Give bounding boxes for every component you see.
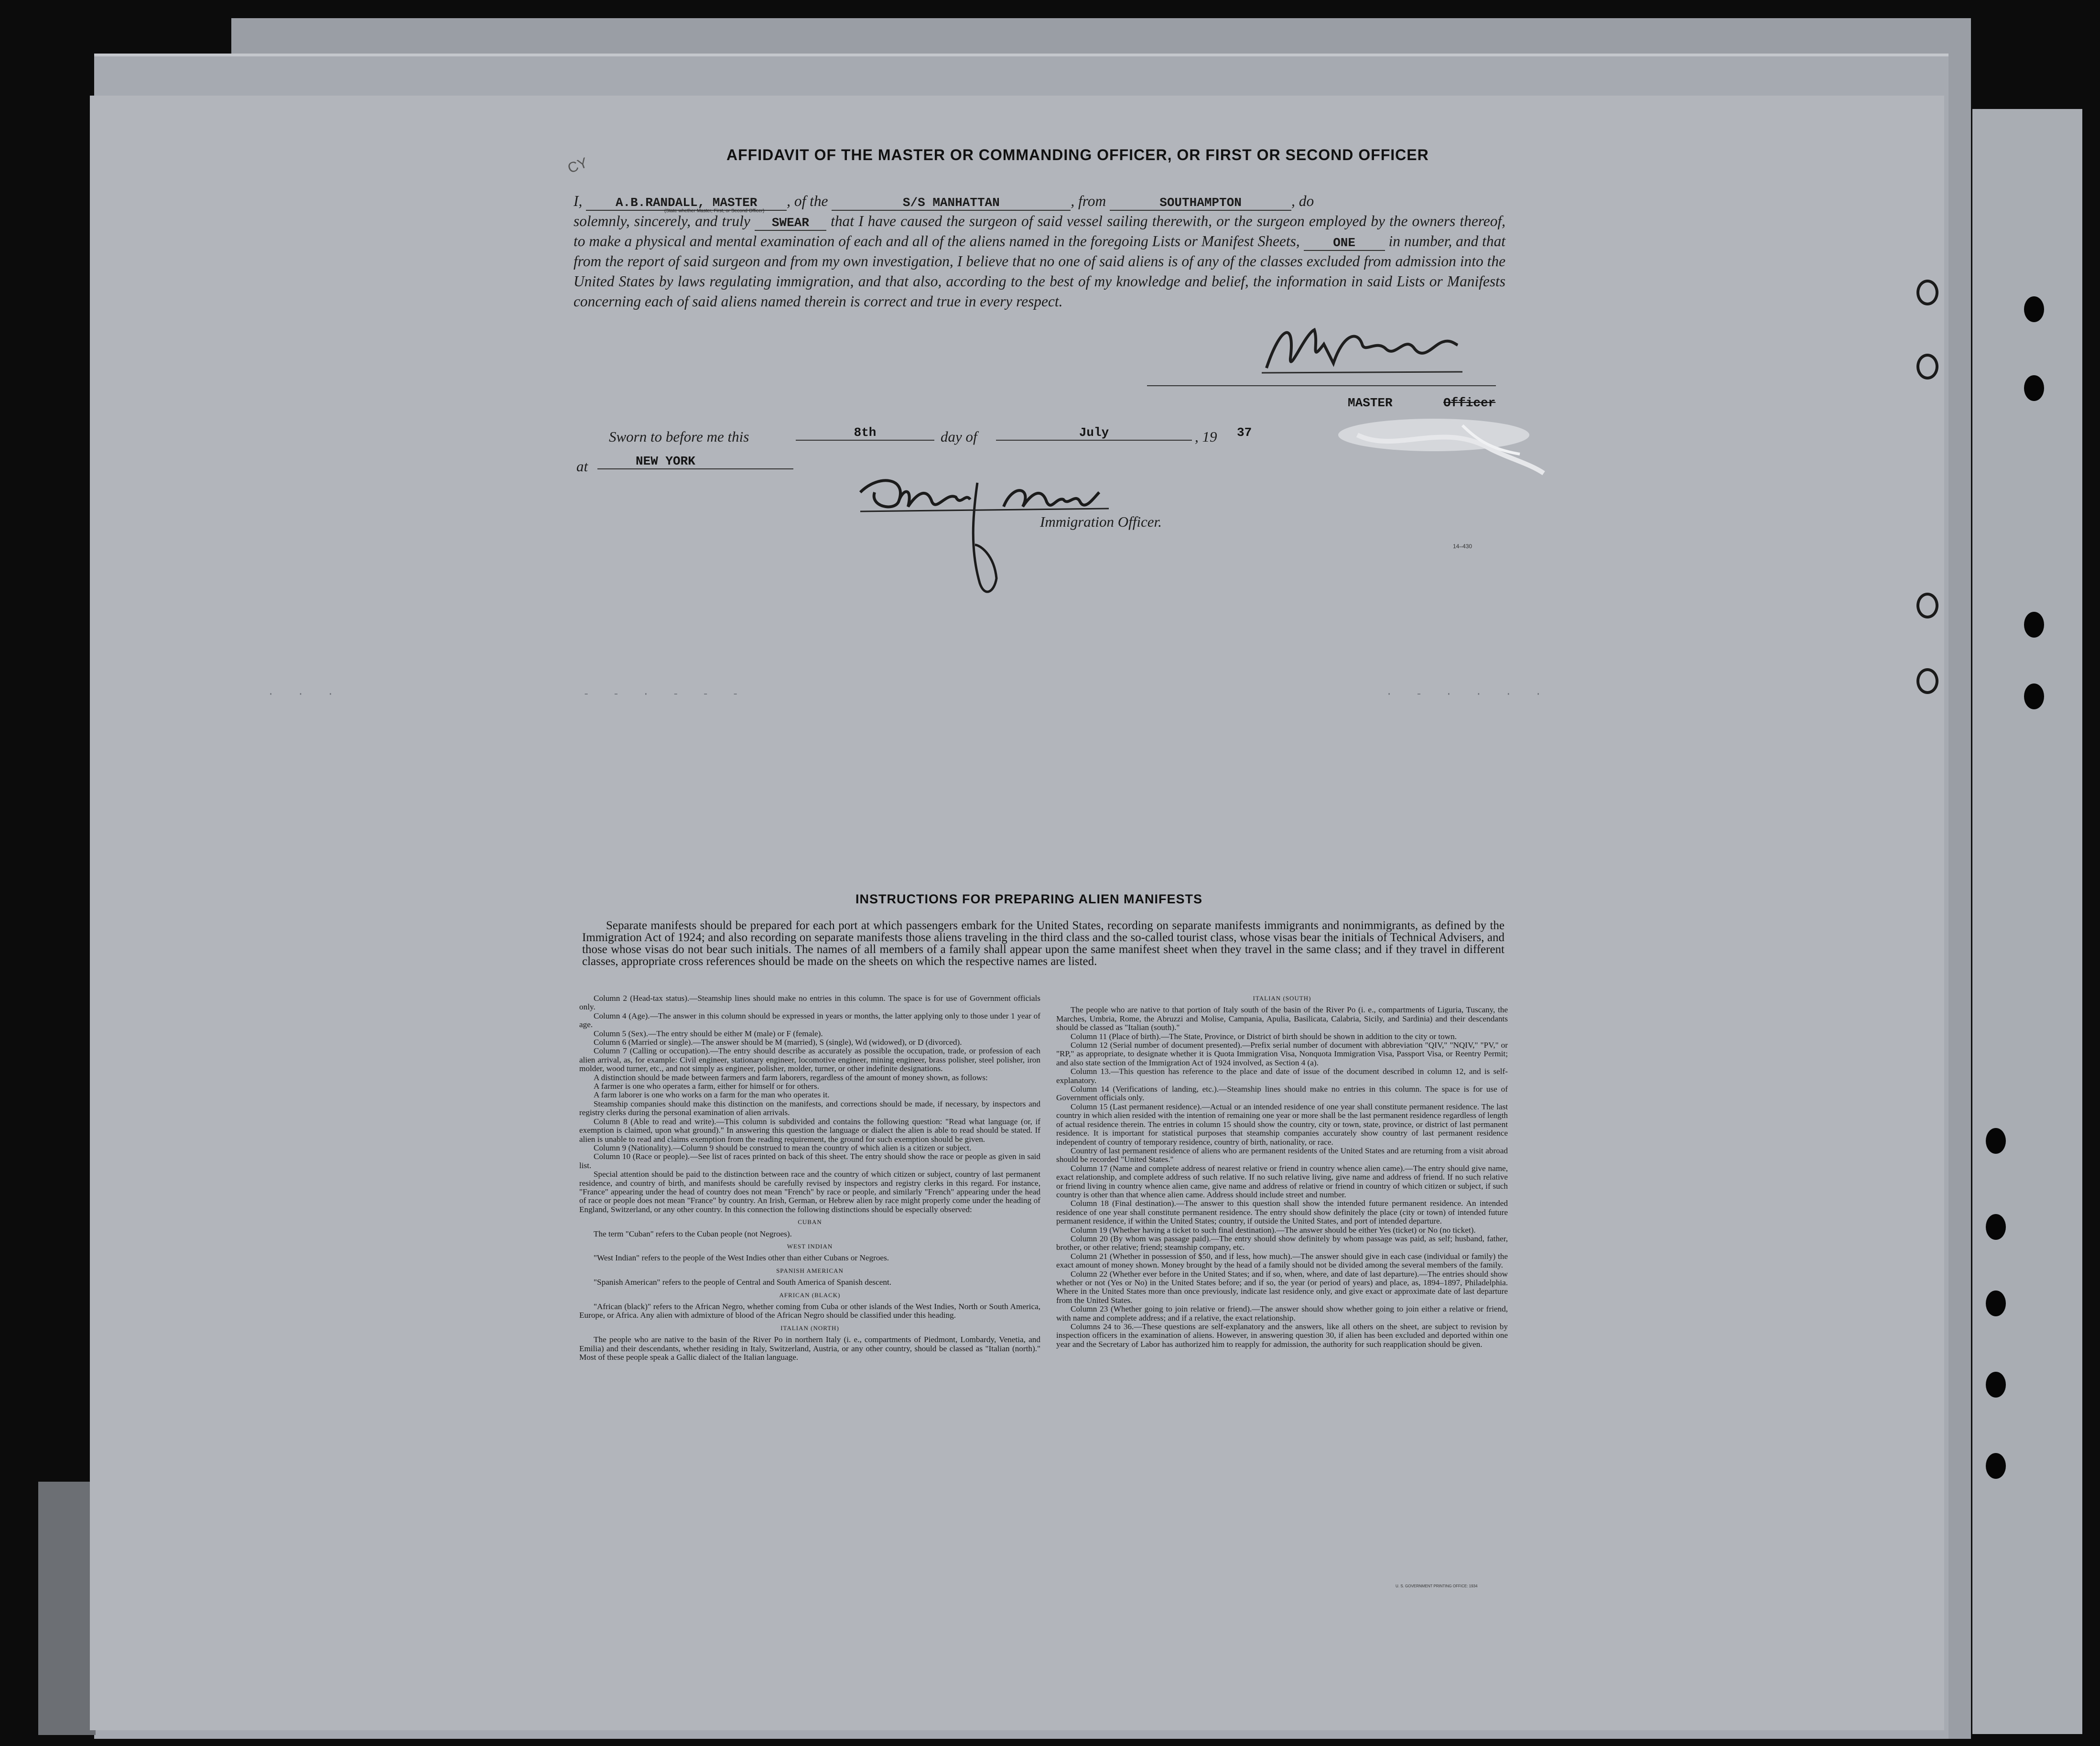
day-of-label: day of	[941, 428, 977, 445]
column-note: Column 12 (Serial number of document presented).—Prefix serial number of document with abbreviation "QIV," "NQIV," "PV," or "RP," as appropriate, to designate whether it is Quota Immigration Visa, Nonquota Immigration Visa, Passport Visa, or Reentry Permit; and also state section of the Immigration Act of 1924 involved, as Section 4 (a).	[1056, 1041, 1508, 1067]
struck-officer-word: Officer	[1443, 396, 1496, 410]
affidavit-body-2: in number, and that from the report of said surgeon and from my own investigation, I believe that no one of said aliens is of any of the classes excluded from admission into the United States by laws regulating immigration, and that also, according to the best of my knowledge and belief, the information in said Lists or Manifests concerning each of said aliens named therein is correct and true in every respect.	[574, 233, 1505, 310]
italian-north-heading: ITALIAN (NORTH)	[780, 1324, 839, 1332]
punch-hole	[1986, 1214, 2006, 1240]
cuban-text: The term "Cuban" refers to the Cuban people (not Negroes).	[594, 1229, 792, 1238]
sworn-month: July	[996, 425, 1192, 441]
word-i: I,	[574, 193, 583, 209]
cuban-heading: CUBAN	[798, 1218, 822, 1226]
instructions-intro: Separate manifests should be prepared for each port at which passengers embark for the United States, recording on separate manifests immigrants and nonimmigrants, as defined by the Immigration Act of 1924; and also recording on separate manifests those aliens traveling in the third class and the so-called tourist class, whose visas bear the initials of Technical Advisers, and those whose visas do not bear such initials. The names of all members of a family shall appear upon the same manifest sheet when they travel in the same class; and if they travel in different classes, appropriate cross references should be made on the sheets on which the respective names are listed.	[582, 919, 1505, 968]
page-edge-shadow	[38, 1482, 96, 1735]
binding-strip	[1972, 109, 2082, 1734]
at-label: at	[576, 458, 588, 475]
instructions-left-column	[579, 994, 1040, 1362]
ink-seal-smear	[1319, 406, 1568, 485]
column-note: Column 13.—This question has reference to the place and date of issue of the document described in column 12, and is self-explanatory.	[1056, 1067, 1508, 1085]
form-number: 14–430	[1453, 543, 1472, 550]
column-note: A farm laborer is one who works on a farm for the man who operates it.	[594, 1090, 830, 1100]
sheet-count-field: ONE	[1304, 236, 1385, 251]
column-note: Column 11 (Place of birth).—The State, Province, or District of birth should be shown in addition to the city or town.	[1071, 1031, 1457, 1041]
bleed-through-marks: · - · · · ·	[1386, 688, 1550, 700]
column-note: Column 4 (Age).—The answer in this column should be expressed in years or months, the latter applying only to those under 1 year of age.	[579, 1011, 1040, 1030]
column-note: Column 18 (Final destination).—The answer to this question shall show the intended future permanent residence. An intended residence of one year shall constitute permanent residence. The entry should show definitely the place (city or town) of intended future permanent residence, if within the United States; country, if outside the United States, and port of intended departure.	[1056, 1199, 1508, 1226]
name-note: (State whether Master, First, or Second Officer)	[664, 208, 765, 214]
ship-name-field: S/S MANHATTAN	[832, 195, 1071, 211]
column-note: Column 10 (Race or people).—See list of races printed on back of this sheet. The entry should show the race or people as given in said list.	[579, 1152, 1040, 1170]
punch-hole	[1986, 1291, 2006, 1316]
column-note: Steamship companies should make this distinction on the manifests, and corrections should be made, if necessary, by inspectors and registry clerks during the personal examination of alien arrivals.	[579, 1099, 1040, 1117]
column-note: Column 19 (Whether having a ticket to such final destination).—The answer should be either Yes (ticket) or No (no ticket).	[1071, 1225, 1476, 1235]
printing-office-imprint: U. S. GOVERNMENT PRINTING OFFICE: 1934	[1396, 1584, 1478, 1588]
column-note: Column 8 (Able to read and write).—This column is subdivided and contains the following question: "Read what language (or, if exemption is claimed, upon what ground)." In answering this question the language or dialect the alien is able to read should be stated. If alien is unable to read and claims exemption from the reading requirement, the ground for such exemption should be given.	[579, 1117, 1040, 1144]
column-note: Column 9 (Nationality).—Column 9 should be construed to mean the country of which alien is a citizen or subject.	[594, 1143, 972, 1152]
sworn-place: NEW YORK	[597, 454, 793, 469]
italian-north-text: The people who are native to the basin of the River Po in northern Italy (i. e., compartments of Piedmont, Lombardy, Venetia, and Emilia) and their descendants, whether residing in Italy, Switzerland, Austria, or any other country, should be classed as "Italian (north)." Most of these people speak a Gallic dialect of the Italian language.	[579, 1335, 1040, 1362]
punch-hole-ring	[1916, 668, 1938, 694]
master-role: MASTER	[1348, 396, 1393, 410]
margin-mark: CY	[565, 154, 590, 177]
west-indian-text: "West Indian" refers to the people of the West Indies other than either Cubans or Negroes.	[594, 1253, 889, 1263]
signature-line	[1147, 385, 1496, 386]
affidavit-body-1: that I have caused the surgeon of said vessel sailing therewith, or the surgeon employed by the owners thereof, to make a physical and mental examination of each and all of the aliens named in the foregoing Lists or Manifest Sheets,	[574, 213, 1505, 249]
column-note: The people who are native to that portion of Italy south of the basin of the River Po (i. e., compartments of Liguria, Tuscany, the Marches, Umbria, Rome, the Abruzzi and Molise, Campania, Apulia, Basilicata, Calabria, Sicily, and Sardinia) and their descendants should be classed as "Italian (south)."	[1056, 1005, 1508, 1032]
year-prefix: , 19	[1195, 428, 1217, 445]
column-note: A distinction should be made between farmers and farm laborers, regardless of the amount of money shown, as follows:	[594, 1073, 988, 1082]
column-note: Column 20 (By whom was passage paid).—The entry should show definitely by whom passage was paid, as self; husband, father, brother, or other relative; friend; steamship company, etc.	[1056, 1234, 1508, 1252]
west-indian-heading: WEST INDIAN	[787, 1242, 833, 1250]
instructions-right-column	[1056, 994, 1508, 1349]
word-solemnly: solemnly, sincerely, and truly	[574, 213, 750, 229]
bleed-through-marks: - - · - - -	[583, 688, 747, 700]
punch-hole	[2024, 375, 2044, 401]
column-note: Column 15 (Last permanent residence).—Actual or an intended residence of one year shall constitute permanent residence. The last country in which alien resided with the intention of remaining one year or more shall be the last permanent residence regardless of length of actual residence therein. The entries in column 15 should show the country, city or town, state, province, or district of last permanent residence. It is important for statistical purposes that steamship companies accurately show country of last permanent residence independent of country of temporary residence, country of birth, nationality, or race.	[1056, 1102, 1508, 1147]
punch-hole	[2024, 612, 2044, 638]
african-heading: AFRICAN (BLACK)	[779, 1291, 841, 1299]
column-note: Column 21 (Whether in possession of $50, and if less, how much).—The answer should give in each case (individual or family) the exact amount of money shown. Money brought by the head of a family should not be divided among the several members of the family.	[1056, 1251, 1508, 1270]
column-note: Column 5 (Sex).—The entry should be either M (male) or F (female).	[594, 1029, 823, 1038]
bleed-through-marks: · · ·	[268, 688, 343, 700]
immigration-officer-title: Immigration Officer.	[1040, 513, 1162, 530]
punch-hole-ring	[1916, 280, 1938, 305]
column-note: Column 2 (Head-tax status).—Steamship lines should make no entries in this column. The space is for use of Government officials only.	[579, 994, 1040, 1012]
oath-field: SWEAR	[755, 216, 826, 231]
punch-hole	[2024, 683, 2044, 709]
column-note: Columns 24 to 36.—These questions are self-explanatory and the answers, like all others on the sheet, are subject to revision by inspection officers in the examination of aliens. However, in answering question 30, if alien has been excluded and deported within one year and the Secretary of Labor has authorized him to reapply for admission, the authority for such reapplication should be given.	[1056, 1322, 1508, 1349]
column-note: Special attention should be paid to the distinction between race and the country of which citizen or subject, country of last permanent residence, and country of birth, and manifests should be carefully revised by inspectors and registry clerks in this regard. For instance, "France" appearing under the head of country does not mean "French" by race or people, and similarly "French" appearing under the head of race or people does not mean "France" by country. An Irish, German, or Hebrew alien by race might properly come under the heading of England, Switzerland, or any other country. In this connection the following distinctions should be especially observed:	[579, 1170, 1040, 1214]
punch-hole-ring	[1916, 593, 1938, 618]
word-from: , from	[1071, 193, 1106, 209]
punch-hole-ring	[1916, 354, 1938, 380]
punch-hole	[1986, 1128, 2006, 1154]
column-note: A farmer is one who operates a farm, either for himself or for others.	[594, 1082, 820, 1091]
sworn-label: Sworn to before me this	[609, 428, 749, 445]
spanish-american-text: "Spanish American" refers to the people of Central and South America of Spanish descent.	[594, 1278, 892, 1287]
officer-name-field: A.B.RANDALL, MASTER	[586, 195, 787, 211]
word-of-the: , of the	[787, 193, 828, 209]
year-suffix: 37	[1237, 425, 1252, 440]
column-note: Column 6 (Married or single).—The answer should be M (married), S (single), Wd (widowed), or D (divorced).	[594, 1038, 962, 1047]
immigration-officer-signature	[851, 473, 1118, 607]
master-signature	[1262, 315, 1462, 382]
sworn-day: 8th	[796, 425, 934, 441]
column-note: Column 17 (Name and complete address of nearest relative or friend in country whence alien came).—The entry should give name, exact relationship, and complete address of such relative. If no such relative living, give name and address of friend. If no such relative or friend living in country whence alien came, give name and address of relative or friend in country of which citizen or subject, if such country is other than that whence alien came. Address should include street and number.	[1056, 1163, 1508, 1199]
column-note: Country of last permanent residence of aliens who are permanent residents of the United States and are returning from a visit abroad should be recorded "United States."	[1056, 1146, 1508, 1164]
column-note: Column 14 (Verifications of landing, etc.).—Steamship lines should make no entries in this column. The space is for use of Government officials only.	[1056, 1084, 1508, 1103]
port-field: SOUTHAMPTON	[1110, 195, 1291, 211]
word-do: , do	[1291, 193, 1314, 209]
column-note: Column 23 (Whether going to join relative or friend).—The answer should show whether going to join either a relative or friend, with name and complete address; and if a relative, the exact relationship.	[1056, 1304, 1508, 1323]
punch-hole	[1986, 1453, 2006, 1479]
italian-south-heading: ITALIAN (SOUTH)	[1253, 995, 1311, 1002]
african-text: "African (black)" refers to the African Negro, whether coming from Cuba or other islands of the West Indies, North or South America, Europe, or Africa. Any alien with admixture of blood of the African Negro should be classified under this heading.	[579, 1302, 1040, 1320]
column-note: Column 22 (Whether ever before in the United States; and if so, when, where, and date of last departure).—The entries should show whether or not (Yes or No) in the United States before; and if so, the year (or period of years) and place, as, 1894–1897, Philadelphia. Where in the United States more than once previously, indicate last residence only, and give exact or approximate date of last departure from the United States.	[1056, 1269, 1508, 1305]
affidavit-title: AFFIDAVIT OF THE MASTER OR COMMANDING OFFICER, OR FIRST OR SECOND OFFICER	[726, 146, 1429, 163]
manifest-page	[90, 96, 1944, 1730]
punch-hole	[1986, 1372, 2006, 1398]
spanish-american-heading: SPANISH AMERICAN	[776, 1267, 844, 1274]
instructions-title: INSTRUCTIONS FOR PREPARING ALIEN MANIFESTS	[855, 892, 1203, 906]
punch-hole	[2024, 296, 2044, 322]
column-note: Column 7 (Calling or occupation).—The entry should describe as accurately as possible the occupation, trade, or profession of each alien arrival, as, for example: Civil engineer, stationary engineer, locomotive engineer, mining engineer, brass polisher, steel polisher, iron molder, wood turner, etc., and not simply as engineer, polisher, molder, turner, or other indefinite designations.	[579, 1046, 1040, 1074]
